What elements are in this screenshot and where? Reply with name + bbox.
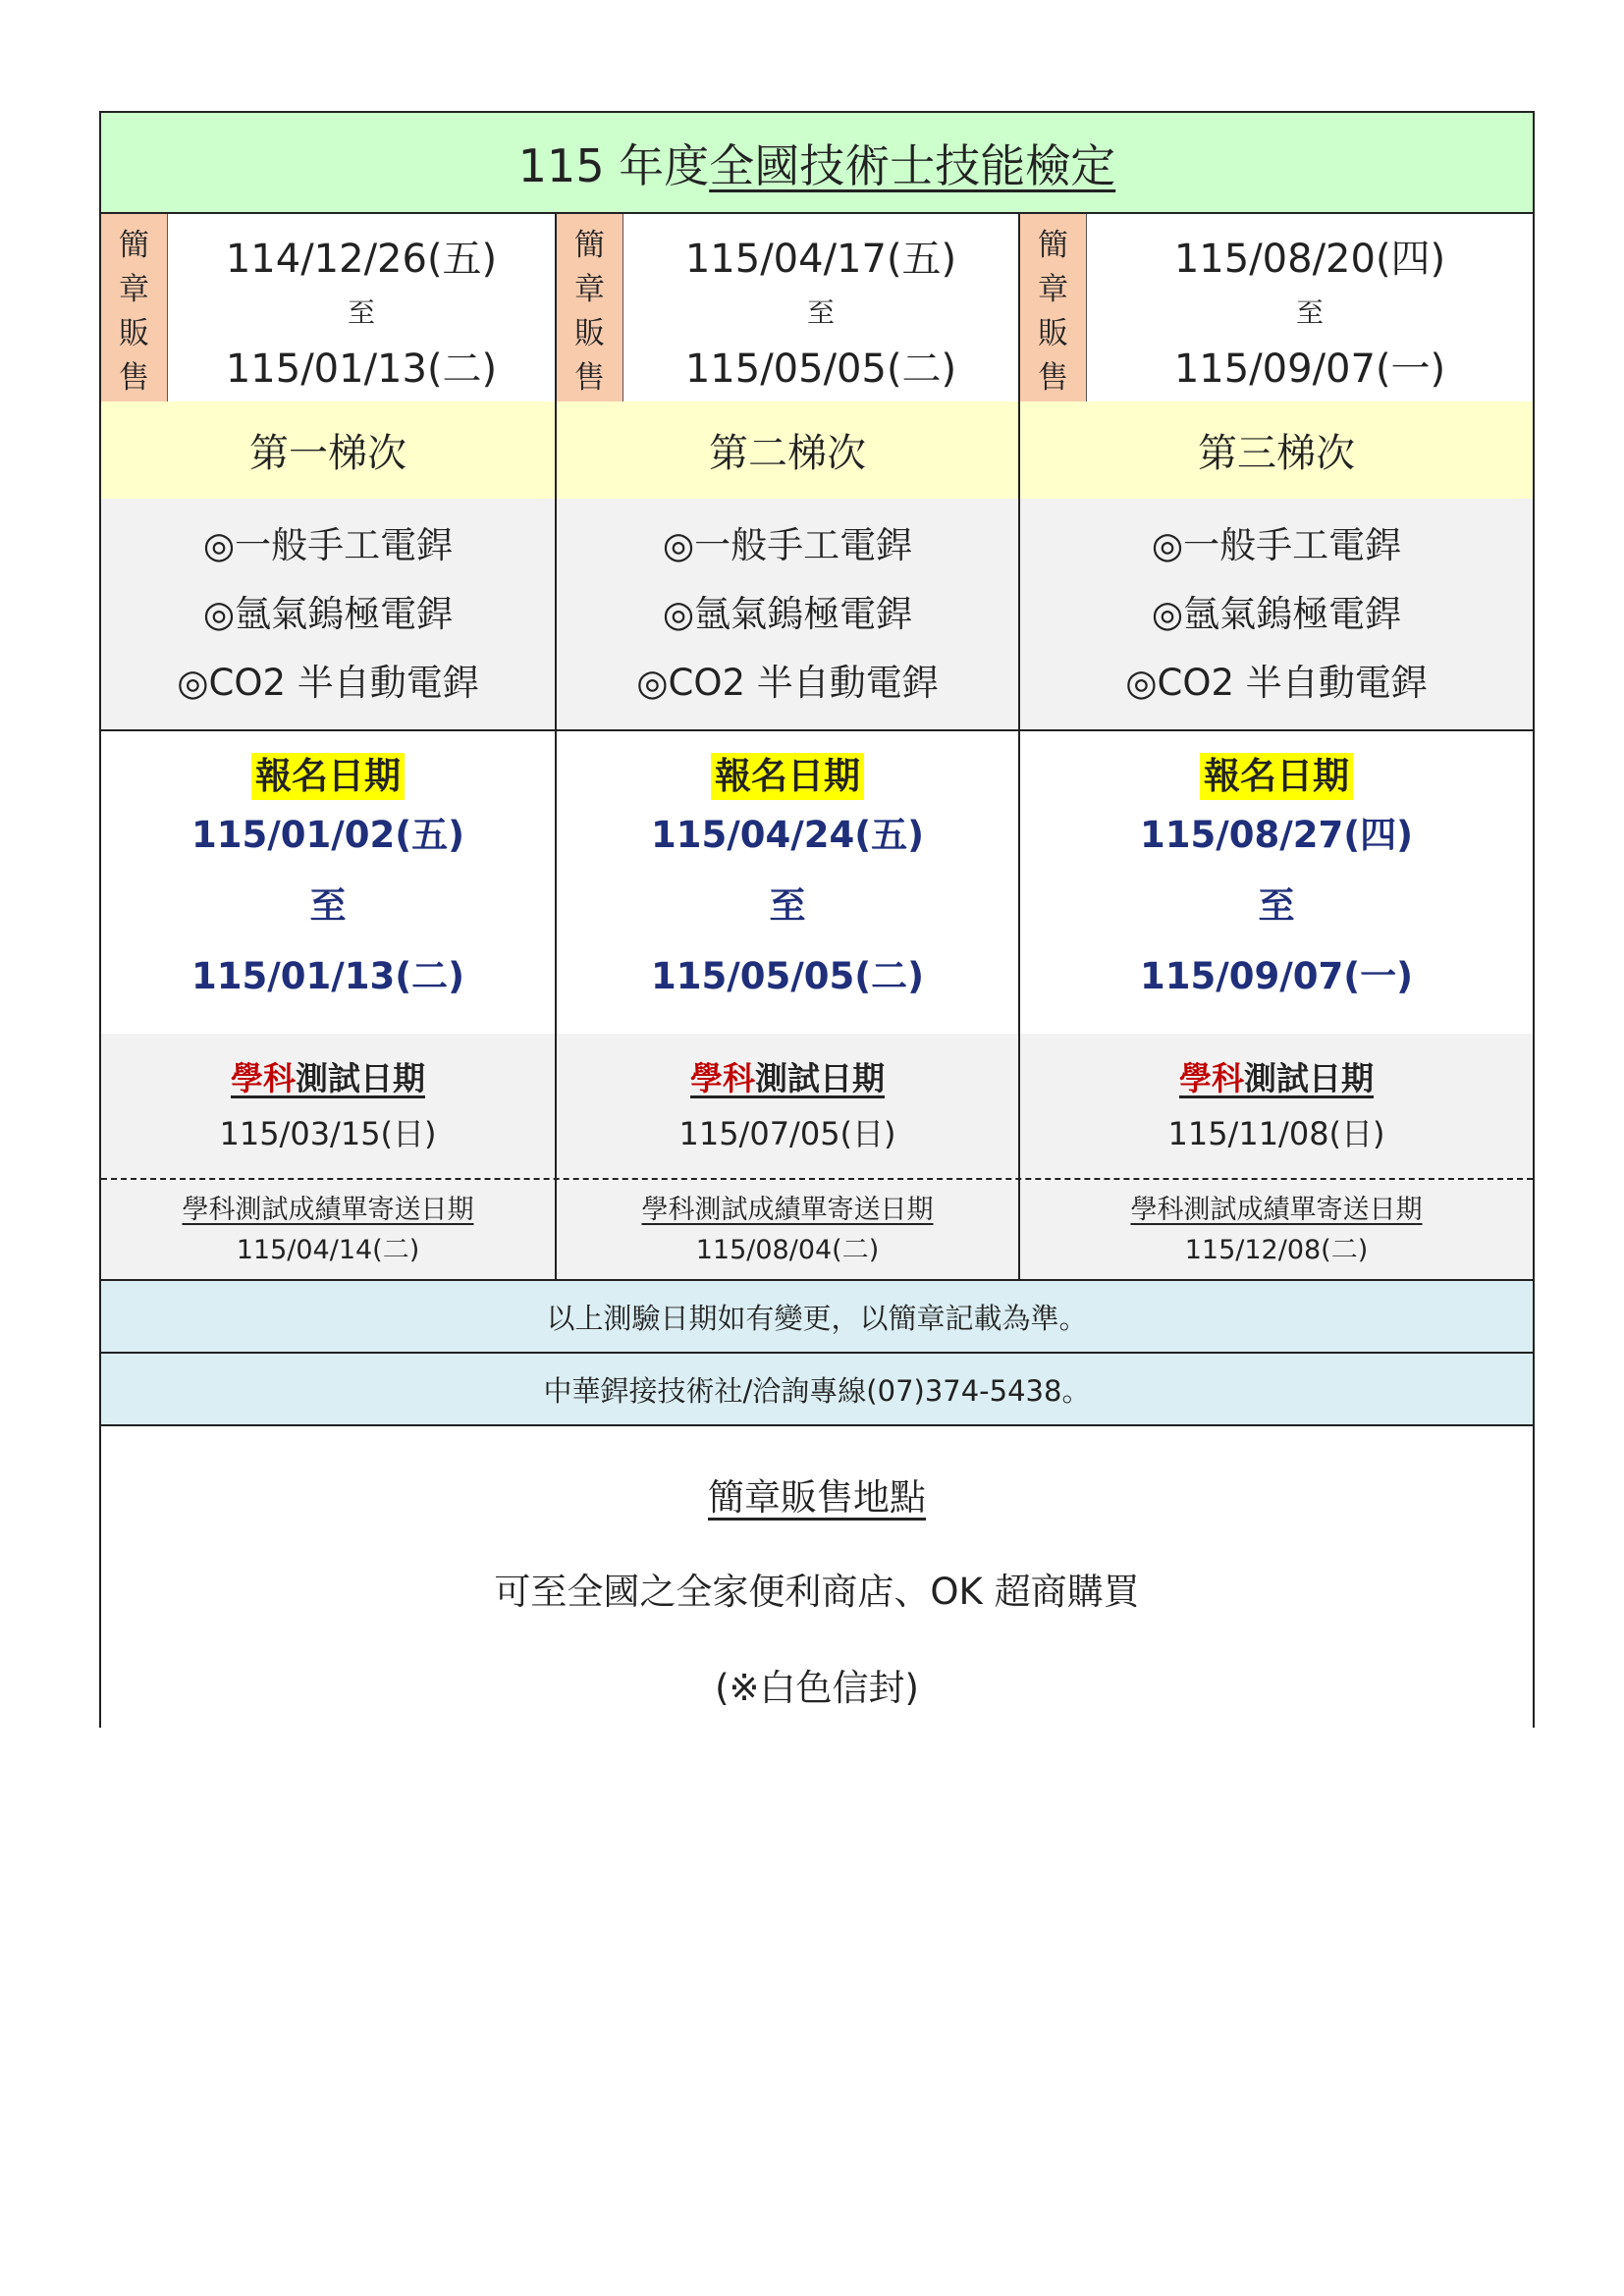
registration-separator: 至 (1258, 884, 1295, 927)
category-item: ◎CO2 半自動電銲 (636, 661, 939, 704)
sale-period-row (101, 214, 1533, 401)
sale-tag-char: 售 (119, 360, 149, 396)
sale-tag (1020, 214, 1087, 401)
sale-end-date: 115/05/05(二) (684, 347, 957, 392)
page-title (518, 131, 1115, 195)
date-change-notice: 以上測驗日期如有變更，以簡章記載為準。 (546, 1301, 1088, 1335)
category-cell (101, 499, 555, 729)
contact-row (101, 1354, 1533, 1424)
sale-tag-char: 售 (1038, 360, 1068, 396)
registration-cell (101, 731, 555, 1034)
exam-date: 115/11/08(日) (1167, 1115, 1385, 1152)
registration-end-date: 115/01/13(二) (190, 955, 465, 997)
exam-label-highlight: 學科 (231, 1059, 296, 1097)
exam-label-rest: 測試日期 (1244, 1059, 1374, 1097)
batch-cell (1020, 401, 1533, 499)
sale-separator: 至 (347, 295, 375, 329)
sale-tag-char: 簡 (574, 228, 605, 263)
column-divider (555, 214, 557, 1280)
exam-date: 115/07/05(日) (678, 1115, 896, 1152)
category-row (101, 499, 1533, 729)
exam-label-rest: 測試日期 (755, 1059, 885, 1097)
registration-row (101, 731, 1533, 1034)
sale-tag-char: 售 (574, 360, 605, 396)
registration-cell (557, 731, 1018, 1034)
registration-separator: 至 (769, 884, 806, 927)
batch-title: 第三梯次 (1198, 431, 1355, 476)
category-item: ◎氬氣鎢極電銲 (1151, 592, 1402, 635)
score-mail-date: 115/12/08(二) (1184, 1235, 1369, 1265)
notice-row (101, 1281, 1533, 1352)
sale-tag-char: 販 (119, 316, 149, 351)
exam-label (690, 1051, 885, 1106)
score-mail-cell (1020, 1180, 1533, 1280)
registration-end-date: 115/05/05(二) (650, 955, 925, 997)
sale-location-note: (※白色信封) (715, 1667, 919, 1709)
registration-cell (1020, 731, 1533, 1034)
exam-cell (1020, 1034, 1533, 1179)
sale-location-row (101, 1426, 1533, 1728)
category-item: ◎CO2 半自動電銲 (177, 661, 479, 704)
exam-cell (557, 1034, 1018, 1179)
score-mail-cell (557, 1180, 1018, 1280)
batch-title: 第二梯次 (709, 431, 866, 476)
sale-location-title: 簡章販售地點 (708, 1476, 926, 1519)
category-item: ◎氬氣鎢極電銲 (662, 592, 913, 635)
category-item: ◎一般手工電銲 (662, 523, 913, 566)
score-mail-date: 115/08/04(二) (695, 1235, 880, 1265)
sale-tag (101, 214, 168, 401)
sale-location-text: 可至全國之全家便利商店、OK 超商購買 (494, 1571, 1140, 1613)
exam-cell (101, 1034, 555, 1179)
score-mail-date: 115/04/14(二) (236, 1235, 420, 1265)
registration-label: 報名日期 (711, 753, 864, 800)
exam-row (101, 1034, 1533, 1179)
batch-title: 第一梯次 (249, 431, 406, 476)
sale-end-date: 115/09/07(一) (1173, 347, 1446, 392)
batch-cell (101, 401, 555, 499)
score-mail-label: 學科測試成績單寄送日期 (1130, 1195, 1423, 1225)
sale-separator: 至 (806, 295, 835, 329)
category-item: ◎氬氣鎢極電銲 (202, 592, 454, 635)
title-underlined: 全國技術士技能檢定 (709, 138, 1116, 192)
title-prefix: 115 年度 (517, 138, 710, 192)
sale-start-date: 115/08/20(四) (1173, 237, 1446, 282)
registration-start-date: 115/04/24(五) (650, 814, 925, 856)
sale-start-date: 114/12/26(五) (225, 237, 498, 282)
sale-end-date: 115/01/13(二) (225, 347, 498, 392)
registration-label: 報名日期 (1200, 753, 1353, 800)
score-mail-label: 學科測試成績單寄送日期 (182, 1195, 474, 1225)
sale-tag-char: 簡 (119, 228, 149, 263)
sale-tag (557, 214, 623, 401)
schedule-table (99, 111, 1535, 1728)
sale-dates (1087, 214, 1533, 401)
exam-label-highlight: 學科 (690, 1059, 755, 1097)
category-cell (557, 499, 1018, 729)
registration-separator: 至 (309, 884, 347, 927)
category-cell (1020, 499, 1533, 729)
sale-tag-char: 章 (1038, 272, 1068, 307)
category-item: ◎CO2 半自動電銲 (1125, 661, 1428, 704)
category-item: ◎一般手工電銲 (1151, 523, 1402, 566)
exam-label-rest: 測試日期 (296, 1059, 425, 1097)
registration-start-date: 115/01/02(五) (190, 814, 465, 856)
sale-tag-char: 販 (1038, 316, 1068, 351)
registration-label: 報名日期 (251, 753, 405, 800)
exam-date: 115/03/15(日) (219, 1115, 437, 1152)
exam-label-highlight: 學科 (1179, 1059, 1244, 1097)
sale-start-date: 115/04/17(五) (684, 237, 957, 282)
sale-tag-char: 章 (119, 272, 149, 307)
exam-label (231, 1051, 425, 1106)
title-row (101, 113, 1533, 212)
category-item: ◎一般手工電銲 (202, 523, 454, 566)
batch-row (101, 401, 1533, 499)
contact-info: 中華銲接技術社/洽詢專線(07)374-5438。 (543, 1373, 1091, 1408)
score-mail-row (101, 1180, 1533, 1280)
sale-separator: 至 (1295, 295, 1324, 329)
score-mail-label: 學科測試成績單寄送日期 (641, 1195, 934, 1225)
exam-label (1179, 1051, 1374, 1106)
batch-cell (557, 401, 1018, 499)
sale-tag-char: 章 (574, 272, 605, 307)
sale-tag-char: 簡 (1038, 228, 1068, 263)
registration-end-date: 115/09/07(一) (1139, 955, 1414, 997)
sale-dates (623, 214, 1018, 401)
registration-start-date: 115/08/27(四) (1139, 814, 1414, 856)
sale-dates (168, 214, 555, 401)
sale-tag-char: 販 (574, 316, 605, 351)
score-mail-cell (101, 1180, 555, 1280)
column-divider (1018, 214, 1020, 1280)
